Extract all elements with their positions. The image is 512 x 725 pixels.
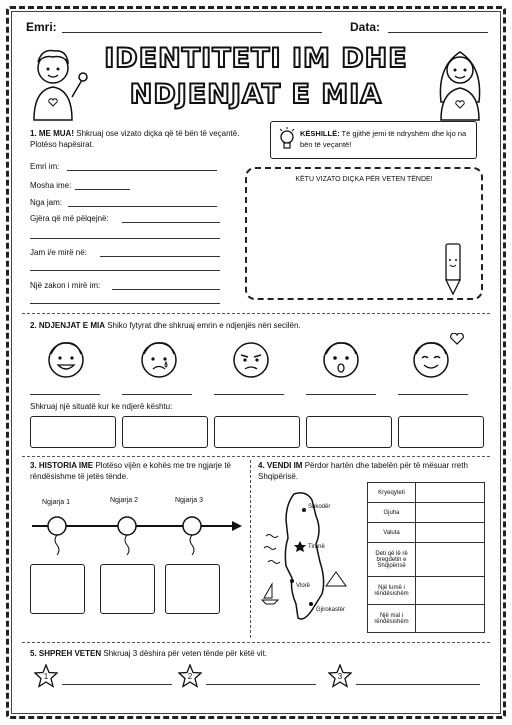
table-answer-cell[interactable] — [416, 483, 485, 503]
section5-instruction: Shkruaj 3 dëshira për veten tënde për këtë vit. — [103, 649, 268, 658]
event-box-2[interactable] — [100, 564, 155, 614]
date-field[interactable] — [388, 32, 488, 33]
event-label-1: Ngjarja 1 — [42, 499, 71, 506]
city-label-gjirokaster: Gjirokastër — [316, 607, 346, 613]
situation-label: Shkruaj një situatë kur ke ndjerë kështu: — [30, 402, 173, 411]
tip-text-block — [300, 128, 470, 150]
pencil-icon — [438, 240, 468, 296]
wish-number-2: 2 — [187, 672, 193, 681]
table-answer-cell[interactable] — [416, 523, 485, 543]
table-row-label: Deti që lë rë bregdetin e Shqipërisë — [368, 543, 416, 577]
tip-label: KËSHILLË: — [300, 129, 340, 138]
title-line-2: NDJENJAT E MIA — [129, 79, 383, 110]
feeling-name-4[interactable] — [306, 394, 376, 395]
divider-1 — [22, 313, 490, 314]
event-label-3: Ngjarja 3 — [175, 497, 204, 504]
city-label-shkoder: Shkodër — [308, 504, 331, 510]
wish-input-2[interactable] — [206, 684, 316, 685]
table-row-label: Një lumë i rëndësishëm — [368, 577, 416, 605]
girl-illustration — [425, 42, 495, 122]
name-input[interactable] — [67, 170, 217, 171]
happy-face-icon — [45, 338, 87, 380]
divider-3 — [22, 642, 490, 643]
table-row — [368, 503, 485, 523]
angry-face-icon — [230, 338, 272, 380]
section2-instruction: Shiko fytyrat dhe shkruaj emrin e ndjenjës nën secilën. — [107, 321, 301, 330]
table-answer-cell[interactable] — [416, 605, 485, 633]
age-input[interactable] — [75, 189, 130, 190]
habit-input-extra[interactable] — [30, 303, 220, 304]
feeling-name-3[interactable] — [214, 394, 284, 395]
feeling-name-2[interactable] — [122, 394, 192, 395]
section3-instruction: Plotëso vijën e kohës me tre ngjarje të rëndësishme të jetës tënde. — [30, 461, 231, 481]
heart-icon — [450, 333, 464, 345]
surprised-face-icon — [320, 338, 362, 380]
boy-illustration — [20, 42, 90, 122]
section3-instructions — [30, 460, 242, 482]
event-box-1[interactable] — [30, 564, 85, 614]
table-row — [368, 577, 485, 605]
drawing-area-label: KËTU VIZATO DIÇKA PËR VETEN TËNDE! — [295, 176, 433, 183]
section1-instructions — [30, 128, 245, 150]
section1-instruction: Shkruaj ose vizato diçka që të bën të veçantë. Plotëso hapësirat. — [30, 129, 240, 149]
wish-input-3[interactable] — [356, 684, 480, 685]
field-label-age: Mosha ime: — [30, 181, 72, 190]
vertical-divider — [250, 460, 251, 638]
field-label-habit: Një zakon i mirë im: — [30, 281, 101, 290]
table-answer-cell[interactable] — [416, 503, 485, 523]
table-row-label: Gjuha — [368, 503, 416, 523]
field-label-likes: Gjëra që më pëlqejnë: — [30, 214, 109, 223]
city-label-tirane: Tiranë — [308, 544, 325, 550]
section5-instructions — [30, 648, 470, 659]
name-field[interactable] — [62, 32, 322, 33]
habit-input[interactable] — [112, 289, 220, 290]
table-row-label: Një mal i rëndësishëm — [368, 605, 416, 633]
name-label: Emri: — [26, 20, 57, 34]
event-box-3[interactable] — [165, 564, 220, 614]
feeling-name-5[interactable] — [398, 394, 468, 395]
section4-instruction: Përdor hartën dhe tabelën për të mësuar rreth Shqipërisë. — [258, 461, 468, 481]
good-at-input-extra[interactable] — [30, 270, 220, 271]
situation-box-3[interactable] — [214, 416, 300, 448]
good-at-input[interactable] — [100, 256, 220, 257]
field-label-origin: Nga jam: — [30, 198, 63, 207]
date-label: Data: — [350, 20, 381, 34]
wish-input-1[interactable] — [62, 684, 172, 685]
lightbulb-icon — [278, 127, 296, 153]
section3-heading: 3. HISTORIA IME — [30, 461, 94, 470]
city-label-vlore: Vlorë — [296, 583, 311, 589]
in-love-face-icon — [410, 338, 452, 380]
feeling-name-1[interactable] — [30, 394, 100, 395]
table-answer-cell[interactable] — [416, 577, 485, 605]
section2-heading: 2. NDJENJAT E MIA — [30, 321, 105, 330]
table-row — [368, 543, 485, 577]
section5-heading: 5. SHPREH VETEN — [30, 649, 102, 658]
table-row-label: Kryeqyteti — [368, 483, 416, 503]
situation-box-2[interactable] — [122, 416, 208, 448]
sad-face-icon — [138, 338, 180, 380]
tip-text: Të gjithë jemi të ndryshëm dhe kjo na bën të veçantë! — [300, 129, 467, 149]
table-row — [368, 605, 485, 633]
field-label-good-at: Jam i/e mirë në: — [30, 248, 87, 257]
section4-instructions — [258, 460, 483, 482]
section4-heading: 4. VENDI IM — [258, 461, 303, 470]
origin-input[interactable] — [68, 206, 217, 207]
table-row-label: Valuta — [368, 523, 416, 543]
table-row — [368, 483, 485, 503]
situation-box-1[interactable] — [30, 416, 116, 448]
divider-2 — [22, 456, 490, 457]
wish-number-3: 3 — [337, 672, 343, 681]
situation-box-5[interactable] — [398, 416, 484, 448]
table-answer-cell[interactable] — [416, 543, 485, 577]
albania-facts-table — [367, 482, 485, 633]
field-label-name: Emri im: — [30, 162, 60, 171]
wish-number-1: 1 — [43, 672, 49, 681]
likes-input[interactable] — [122, 222, 220, 223]
section2-instructions — [30, 320, 470, 331]
likes-input-extra[interactable] — [30, 238, 220, 239]
title-line-1: IDENTITETI IM DHE — [104, 43, 408, 74]
situation-box-4[interactable] — [306, 416, 392, 448]
table-row — [368, 523, 485, 543]
section1-heading: 1. ME MUA! — [30, 129, 74, 138]
event-label-2: Ngjarja 2 — [110, 497, 139, 504]
